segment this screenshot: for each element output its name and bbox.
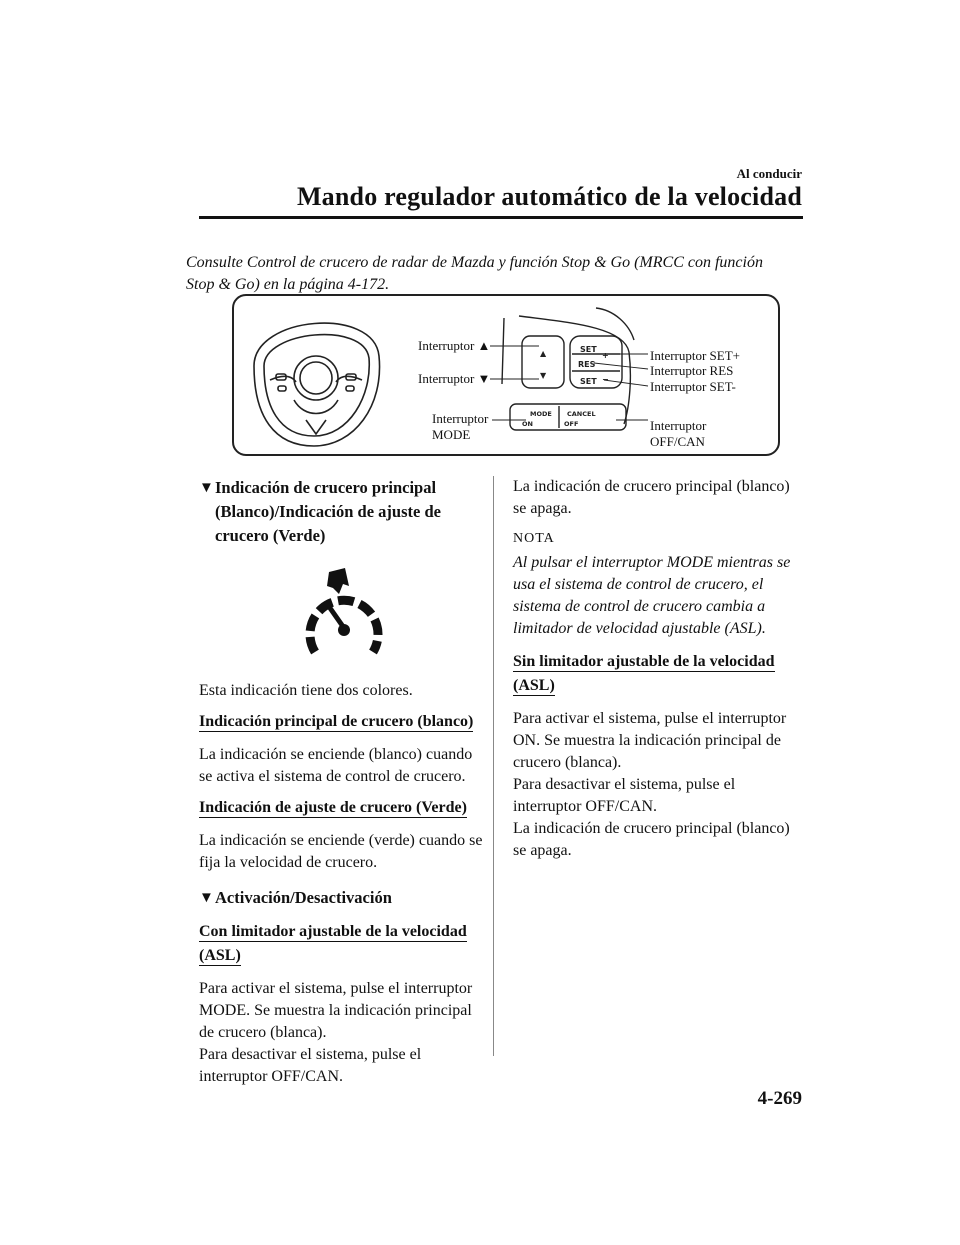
btn-set-bottom-text: SET bbox=[580, 377, 597, 386]
heading-text: Activación/Desactivación bbox=[215, 888, 392, 907]
label-mode-line2: MODE bbox=[432, 427, 471, 442]
label-offcan-line1: Interruptor bbox=[650, 418, 707, 433]
triangle-bullet-icon: ▼ bbox=[199, 890, 214, 906]
btn-on-text: ON bbox=[522, 420, 533, 428]
label-set-plus: Interruptor SET+ bbox=[650, 348, 741, 363]
up-arrow-glyph: ▲ bbox=[540, 349, 547, 358]
column-divider bbox=[493, 476, 494, 1056]
paragraph-main-white: La indicación se enciende (blanco) cuando se activa el sistema de control de crucero. bbox=[199, 746, 473, 785]
heading-text: Indicación de crucero principal (Blanco)/Indicación de ajuste de crucero (Verde) bbox=[215, 478, 441, 545]
subheading-main-white: Indicación principal de crucero (blanco) bbox=[199, 713, 474, 730]
right-column bbox=[513, 476, 803, 870]
heading-cruise-indication bbox=[199, 476, 489, 548]
subheading-without-asl: Sin limitador ajustable de la velocidad (ASL) bbox=[513, 653, 775, 694]
label-switch-up: Interruptor ▲ bbox=[418, 338, 491, 353]
paragraph-deactivate: Para desactivar el sistema, pulse el interruptor OFF/CAN. bbox=[199, 1046, 422, 1085]
paragraph-indication-off: La indicación de crucero principal (blanco) se apaga. bbox=[513, 478, 790, 517]
down-arrow-glyph: ▼ bbox=[540, 371, 547, 380]
btn-plus-text: + bbox=[602, 351, 609, 360]
left-column bbox=[199, 476, 489, 1096]
page-title: Mando regulador automático de la velocidad bbox=[296, 182, 802, 211]
paragraph-activate-on: Para activar el sistema, pulse el interruptor ON. Se muestra la indicación principal de crucero (blanca). bbox=[513, 710, 787, 771]
cruise-indicator-figure bbox=[199, 564, 489, 664]
paragraph-indication-off-2: La indicación de crucero principal (blanco) se apaga. bbox=[513, 820, 790, 859]
page-number: 4-269 bbox=[757, 1088, 802, 1109]
btn-minus-text: − bbox=[602, 375, 609, 384]
steering-switch-figure bbox=[232, 294, 780, 456]
subheading-with-asl: Con limitador ajustable de la velocidad (ASL) bbox=[199, 923, 467, 964]
btn-set-top-text: SET bbox=[580, 345, 597, 354]
colors-text: Esta indicación tiene dos colores. bbox=[199, 682, 413, 699]
section-label: Al conducir bbox=[736, 166, 802, 181]
btn-res-text: RES bbox=[578, 360, 596, 369]
cruise-speedometer-icon bbox=[299, 564, 389, 664]
subheading-set-green: Indicación de ajuste de crucero (Verde) bbox=[199, 799, 467, 816]
title-rule bbox=[199, 216, 803, 219]
btn-mode-text: MODE bbox=[530, 410, 552, 418]
label-set-minus: Interruptor SET- bbox=[650, 379, 736, 394]
btn-cancel-text: CANCEL bbox=[567, 410, 596, 418]
label-offcan-line2: OFF/CAN bbox=[650, 434, 705, 449]
paragraph-activate-mode: Para activar el sistema, pulse el interruptor MODE. Se muestra la indicación principal de crucero (blanca). bbox=[199, 980, 473, 1041]
label-mode-line1: Interruptor bbox=[432, 411, 489, 426]
triangle-bullet-icon: ▼ bbox=[199, 480, 214, 496]
paragraph-set-green: La indicación se enciende (verde) cuando se fija la velocidad de crucero. bbox=[199, 832, 483, 871]
label-res: Interruptor RES bbox=[650, 363, 734, 378]
paragraph-deactivate-right: Para desactivar el sistema, pulse el interruptor OFF/CAN. bbox=[513, 776, 736, 815]
intro-reference: Consulte Control de crucero de radar de Mazda y función Stop & Go (MRCC con función Stop & Go) en la página 4-172. bbox=[186, 254, 763, 293]
heading-activation bbox=[199, 886, 489, 910]
note-label: NOTA bbox=[513, 531, 555, 546]
note-text: Al pulsar el interruptor MODE mientras se usa el sistema de control de crucero, el sistema de control de crucero cambia a limitador de velocidad ajustable (ASL). bbox=[513, 554, 791, 637]
label-switch-down: Interruptor ▼ bbox=[418, 371, 491, 386]
note-block bbox=[513, 528, 803, 640]
btn-off-text: OFF bbox=[564, 420, 579, 428]
